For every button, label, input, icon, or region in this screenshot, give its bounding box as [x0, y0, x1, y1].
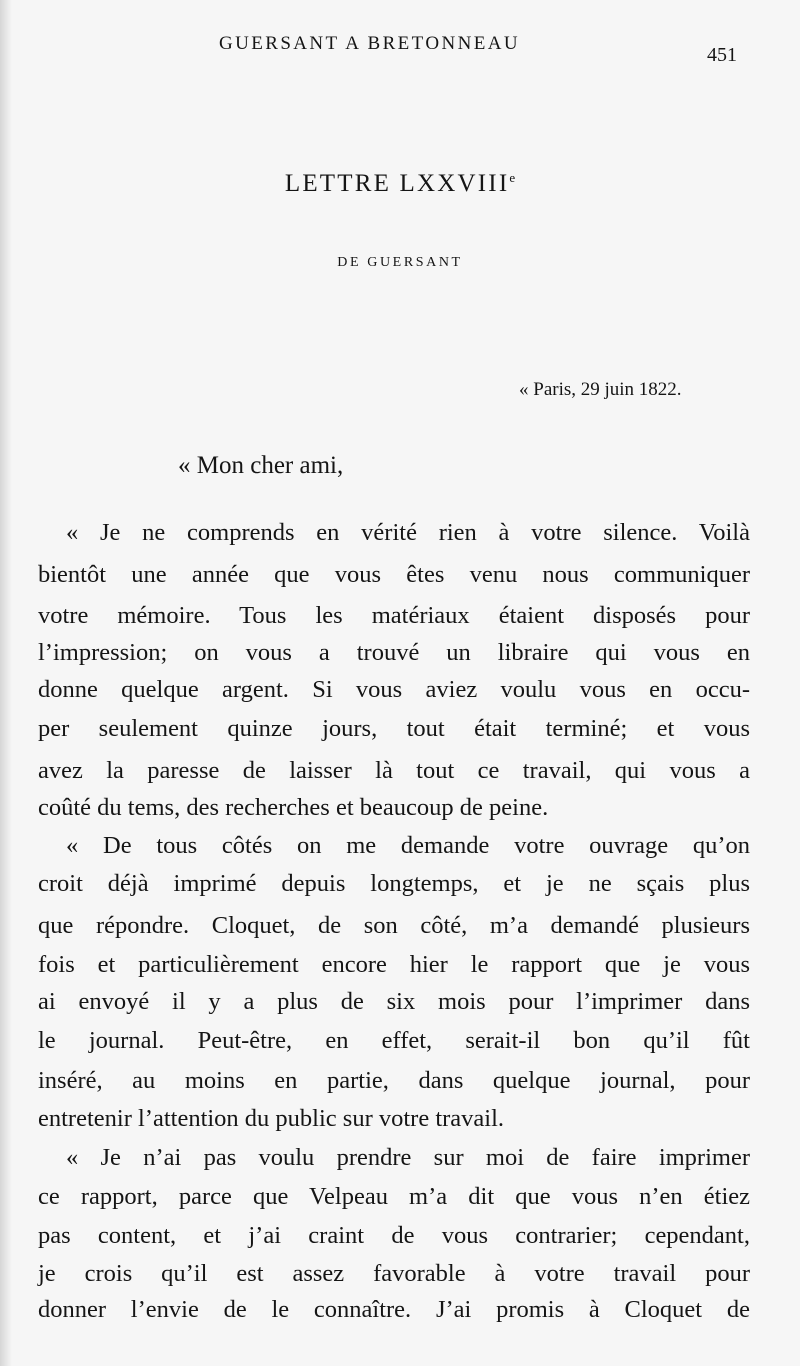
running-head: GUERSANT A BRETONNEAU	[219, 33, 520, 54]
body-line: ce rapport, parce que Velpeau m’a dit que vous n’en étiez	[38, 1183, 750, 1210]
page-number: 451	[707, 44, 737, 66]
letter-title-text: LETTRE LXXVIII	[284, 170, 510, 197]
body-line: inséré, au moins en partie, dans quelque journal, pour	[38, 1067, 750, 1094]
body-line: bientôt une année que vous êtes venu nous communiquer	[38, 561, 750, 588]
body-line: croit déjà imprimé depuis longtemps, et je ne sçais plus	[38, 870, 750, 897]
body-line: fois et particulièrement encore hier le rapport que je vous	[38, 951, 750, 978]
body-line: « De tous côtés on me demande votre ouvrage qu’on	[66, 832, 750, 859]
letter-title-superscript: e	[509, 170, 516, 185]
body-line: « Je n’ai pas voulu prendre sur moi de faire imprimer	[66, 1144, 750, 1171]
body-line: que répondre. Cloquet, de son côté, m’a demandé plusieurs	[38, 912, 750, 939]
body-line: pas content, et j’ai craint de vous contrarier; cependant,	[38, 1222, 750, 1249]
body-line: avez la paresse de laisser là tout ce travail, qui vous a	[38, 757, 750, 784]
body-line: je crois qu’il est assez favorable à votre travail pour	[38, 1260, 750, 1287]
letter-title	[0, 170, 800, 198]
letter-author: DE GUERSANT	[337, 255, 463, 270]
body-line: « Je ne comprends en vérité rien à votre silence. Voilà	[66, 519, 750, 546]
page-gutter-shadow	[0, 0, 12, 1366]
body-line: l’impression; on vous a trouvé un libraire qui vous en	[38, 639, 750, 666]
body-line: votre mémoire. Tous les matériaux étaient disposés pour	[38, 602, 750, 629]
dateline: « Paris, 29 juin 1822.	[519, 379, 682, 400]
body-line: donne quelque argent. Si vous aviez voulu vous en occu-	[38, 676, 750, 703]
body-line: donner l’envie de le connaître. J’ai promis à Cloquet de	[38, 1296, 750, 1323]
body-line: le journal. Peut-être, en effet, serait-il bon qu’il fût	[38, 1027, 750, 1054]
body-line: ai envoyé il y a plus de six mois pour l’imprimer dans	[38, 988, 750, 1015]
body-line: per seulement quinze jours, tout était terminé; et vous	[38, 715, 750, 742]
salutation: « Mon cher ami,	[178, 452, 344, 479]
body-line: coûté du tems, des recherches et beaucoup de peine.	[38, 794, 549, 821]
body-line: entretenir l’attention du public sur votre travail.	[38, 1105, 505, 1132]
